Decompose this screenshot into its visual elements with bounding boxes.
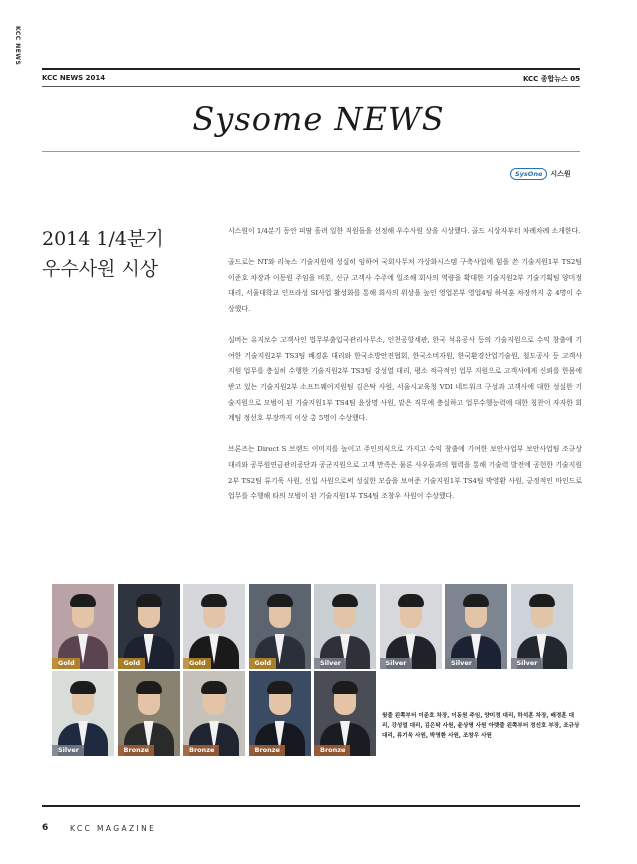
logo-korean: 시스원 <box>550 170 571 178</box>
heading-line-1: 2014 1/4분기 <box>42 228 164 250</box>
award-badge-silver: Silver <box>314 658 346 669</box>
header-right-label: KCC 종합뉴스 05 <box>522 75 580 83</box>
award-badge-bronze: Bronze <box>314 745 350 756</box>
award-badge-gold: Gold <box>118 658 146 669</box>
sysone-logo <box>510 168 571 180</box>
header-bottom-rule <box>42 86 580 87</box>
award-badge-gold: Gold <box>52 658 80 669</box>
header-top-rule <box>42 68 580 70</box>
award-badge-gold: Gold <box>249 658 277 669</box>
paragraph: 시스원이 1/4분기 동안 피땀 흘려 일한 직원들을 선정해 우수사원 상을 시상했다. 골드 시상자부터 차례차례 소개한다. <box>228 227 581 235</box>
header-left-label: KCC NEWS 2014 <box>42 74 106 82</box>
award-badge-bronze: Bronze <box>118 745 154 756</box>
award-badge-silver: Silver <box>511 658 543 669</box>
award-photo <box>249 671 311 756</box>
magazine-name: KCC MAGAZINE <box>70 824 157 833</box>
side-section-label: KCC NEWS <box>14 26 21 66</box>
page-title: Sysome NEWS <box>192 100 445 138</box>
award-badge-gold: Gold <box>183 658 211 669</box>
title-rule <box>42 151 580 152</box>
paragraph: 실버는 유지보수 고객사인 법무부출입국관리사무소, 인천공항세관, 한국 석유공사 등의 기술지원으로 수익 창출에 기여한 기술지원2부 TS3팀 배경훈 대리와 한국소방안전협회, 한국소비자원, 한국환경산업기술원, 철도공사 등 고객사 지원 업무를 충실히 수행한 기술지원2부 TS3팀 강성열 대리, 평소 적극적인 업무 지원으로 고객사에게 신뢰를 한몸에 받고 있는 기술지원2부 소프트웨어지원팀 김은탁 사원, 서울시교육청 VDI 네트워크 구성과 고객사에 대한 성실한 기술지원으로 모범이 된 기술지원1부 TS4팀 윤상명 사원, 맡은 직무에 충실하고 업무수행능력에 대한 칭찬이 자자한 회계팀 정선호 부장까지 이상 총 5명이 수상했다. <box>228 336 582 423</box>
award-badge-silver: Silver <box>380 658 412 669</box>
award-photo <box>249 584 311 669</box>
article-body <box>228 224 582 520</box>
award-badge-bronze: Bronze <box>249 745 285 756</box>
award-photo <box>52 584 114 669</box>
award-photo <box>52 671 114 756</box>
footer-rule <box>42 805 580 807</box>
award-photo <box>183 584 245 669</box>
paragraph: 골드로는 NT와 리눅스 기술지원에 성실히 임하여 국회사무처 가상화시스템 구축사업에 힘을 쓴 기술지원1부 TS2팀 이준호 차장과 이동원 주임을 비롯, 신규 고객사 수주에 일조해 회사의 역량을 확대한 기술지원2부 기술기획팀 양미정 대리, 서울대학교 인프라성 SI사업 활성화를 통해 회사의 위상을 높인 영업본부 영업4팀 하석훈 차장까지 총 4명이 수상했다. <box>228 258 582 313</box>
award-photo <box>445 584 507 669</box>
page-number: 6 <box>42 823 49 833</box>
award-photo <box>118 671 180 756</box>
award-photo <box>183 671 245 756</box>
photo-caption: 윗줄 왼쪽부터 이준호 차장, 이동원 주임, 양미정 대리, 하석훈 차장, 배경훈 대리, 강성열 대리, 김은탁 사원, 윤상명 사원 아랫줄 왼쪽부터 정선호 부장, 조규상 대리, 류기욱 사원, 박영환 사원, 조창우 사원 <box>382 713 580 740</box>
article-heading <box>42 224 164 284</box>
paragraph: 브론즈는 Direct S 브랜드 이미지를 높이고 주인의식으로 가지고 수익 창출에 기여한 보안사업부 보안사업팀 조규상 대리와 공무원연금관리공단과 공군지원으로 고객 만족은 물론 사우들과의 협력을 통해 기술력 발전에 공헌한 기술지원2부 TS2팀 류기욱 사원, 신입 사원으로써 성실한 모습을 보여준 기술지원1부 TS4팀 박영환 사원, 긍정적인 마인드로 업무를 수행해 타의 모범이 된 기술지원1부 TS4팀 조창우 사원이 수상했다. <box>228 445 582 501</box>
logo-badge: SysOne <box>510 168 547 180</box>
award-badge-silver: Silver <box>445 658 477 669</box>
award-photo <box>118 584 180 669</box>
award-photo <box>314 671 376 756</box>
award-photo <box>511 584 573 669</box>
award-badge-silver: Silver <box>52 745 84 756</box>
award-photo <box>380 584 442 669</box>
heading-line-2: 우수사원 시상 <box>42 258 159 280</box>
award-photo <box>314 584 376 669</box>
award-badge-bronze: Bronze <box>183 745 219 756</box>
